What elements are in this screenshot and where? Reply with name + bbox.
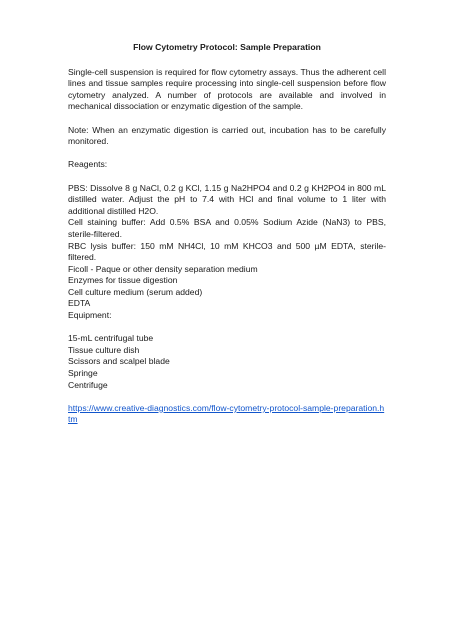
reagent-item: Cell staining buffer: Add 0.5% BSA and 0.05% Sodium Azide (NaN3) to PBS, sterile-filtered. — [68, 217, 386, 239]
reagent-item: RBC lysis buffer: 150 mM NH4Cl, 10 mM KHCO3 and 500 µM EDTA, sterile-filtered. — [68, 240, 386, 263]
equipment-item: Springe — [68, 368, 98, 379]
reagent-item: PBS: Dissolve 8 g NaCl, 0.2 g KCl, 1.15 g Na2HPO4 and 0.2 g KH2PO4 in 800 mL distilled water. Adjust the pH to 7.4 with HCl and final volume to 1 liter with additional distilled H2O. — [68, 182, 386, 216]
document-page — [68, 42, 386, 426]
note-paragraph: Note: When an enzymatic digestion is carried out, incubation has to be carefully monitored. — [68, 124, 386, 147]
equipment-item: Centrifuge — [68, 379, 108, 390]
equipment-item: Tissue culture dish — [68, 344, 140, 355]
reagents-list — [68, 183, 386, 311]
reagent-item: Cell culture medium (serum added) — [68, 286, 203, 297]
reagent-item: EDTA — [68, 298, 91, 309]
reagent-item: Enzymes for tissue digestion — [68, 275, 178, 286]
document-title: Flow Cytometry Protocol: Sample Preparation — [133, 42, 321, 52]
intro-paragraph: Single-cell suspension is required for flow cytometry assays. Thus the adherent cell lines and tissue samples require processing into single-cell suspension before flow cytometry analyzed. A number of protocols are available and involved in mechanical dissociation or enzymatic digestion of the sample. — [68, 66, 386, 112]
equipment-item: Scissors and scalpel blade — [68, 356, 170, 367]
equipment-list — [68, 333, 386, 391]
reagents-heading: Reagents: — [68, 159, 108, 170]
equipment-heading: Equipment: — [68, 310, 112, 321]
source-link[interactable]: https://www.creative-diagnostics.com/flow-cytometry-protocol-sample-preparation.htm — [68, 402, 385, 425]
equipment-item: 15-mL centrifugal tube — [68, 333, 154, 344]
reagent-item: Ficoll - Paque or other density separation medium — [68, 263, 258, 274]
